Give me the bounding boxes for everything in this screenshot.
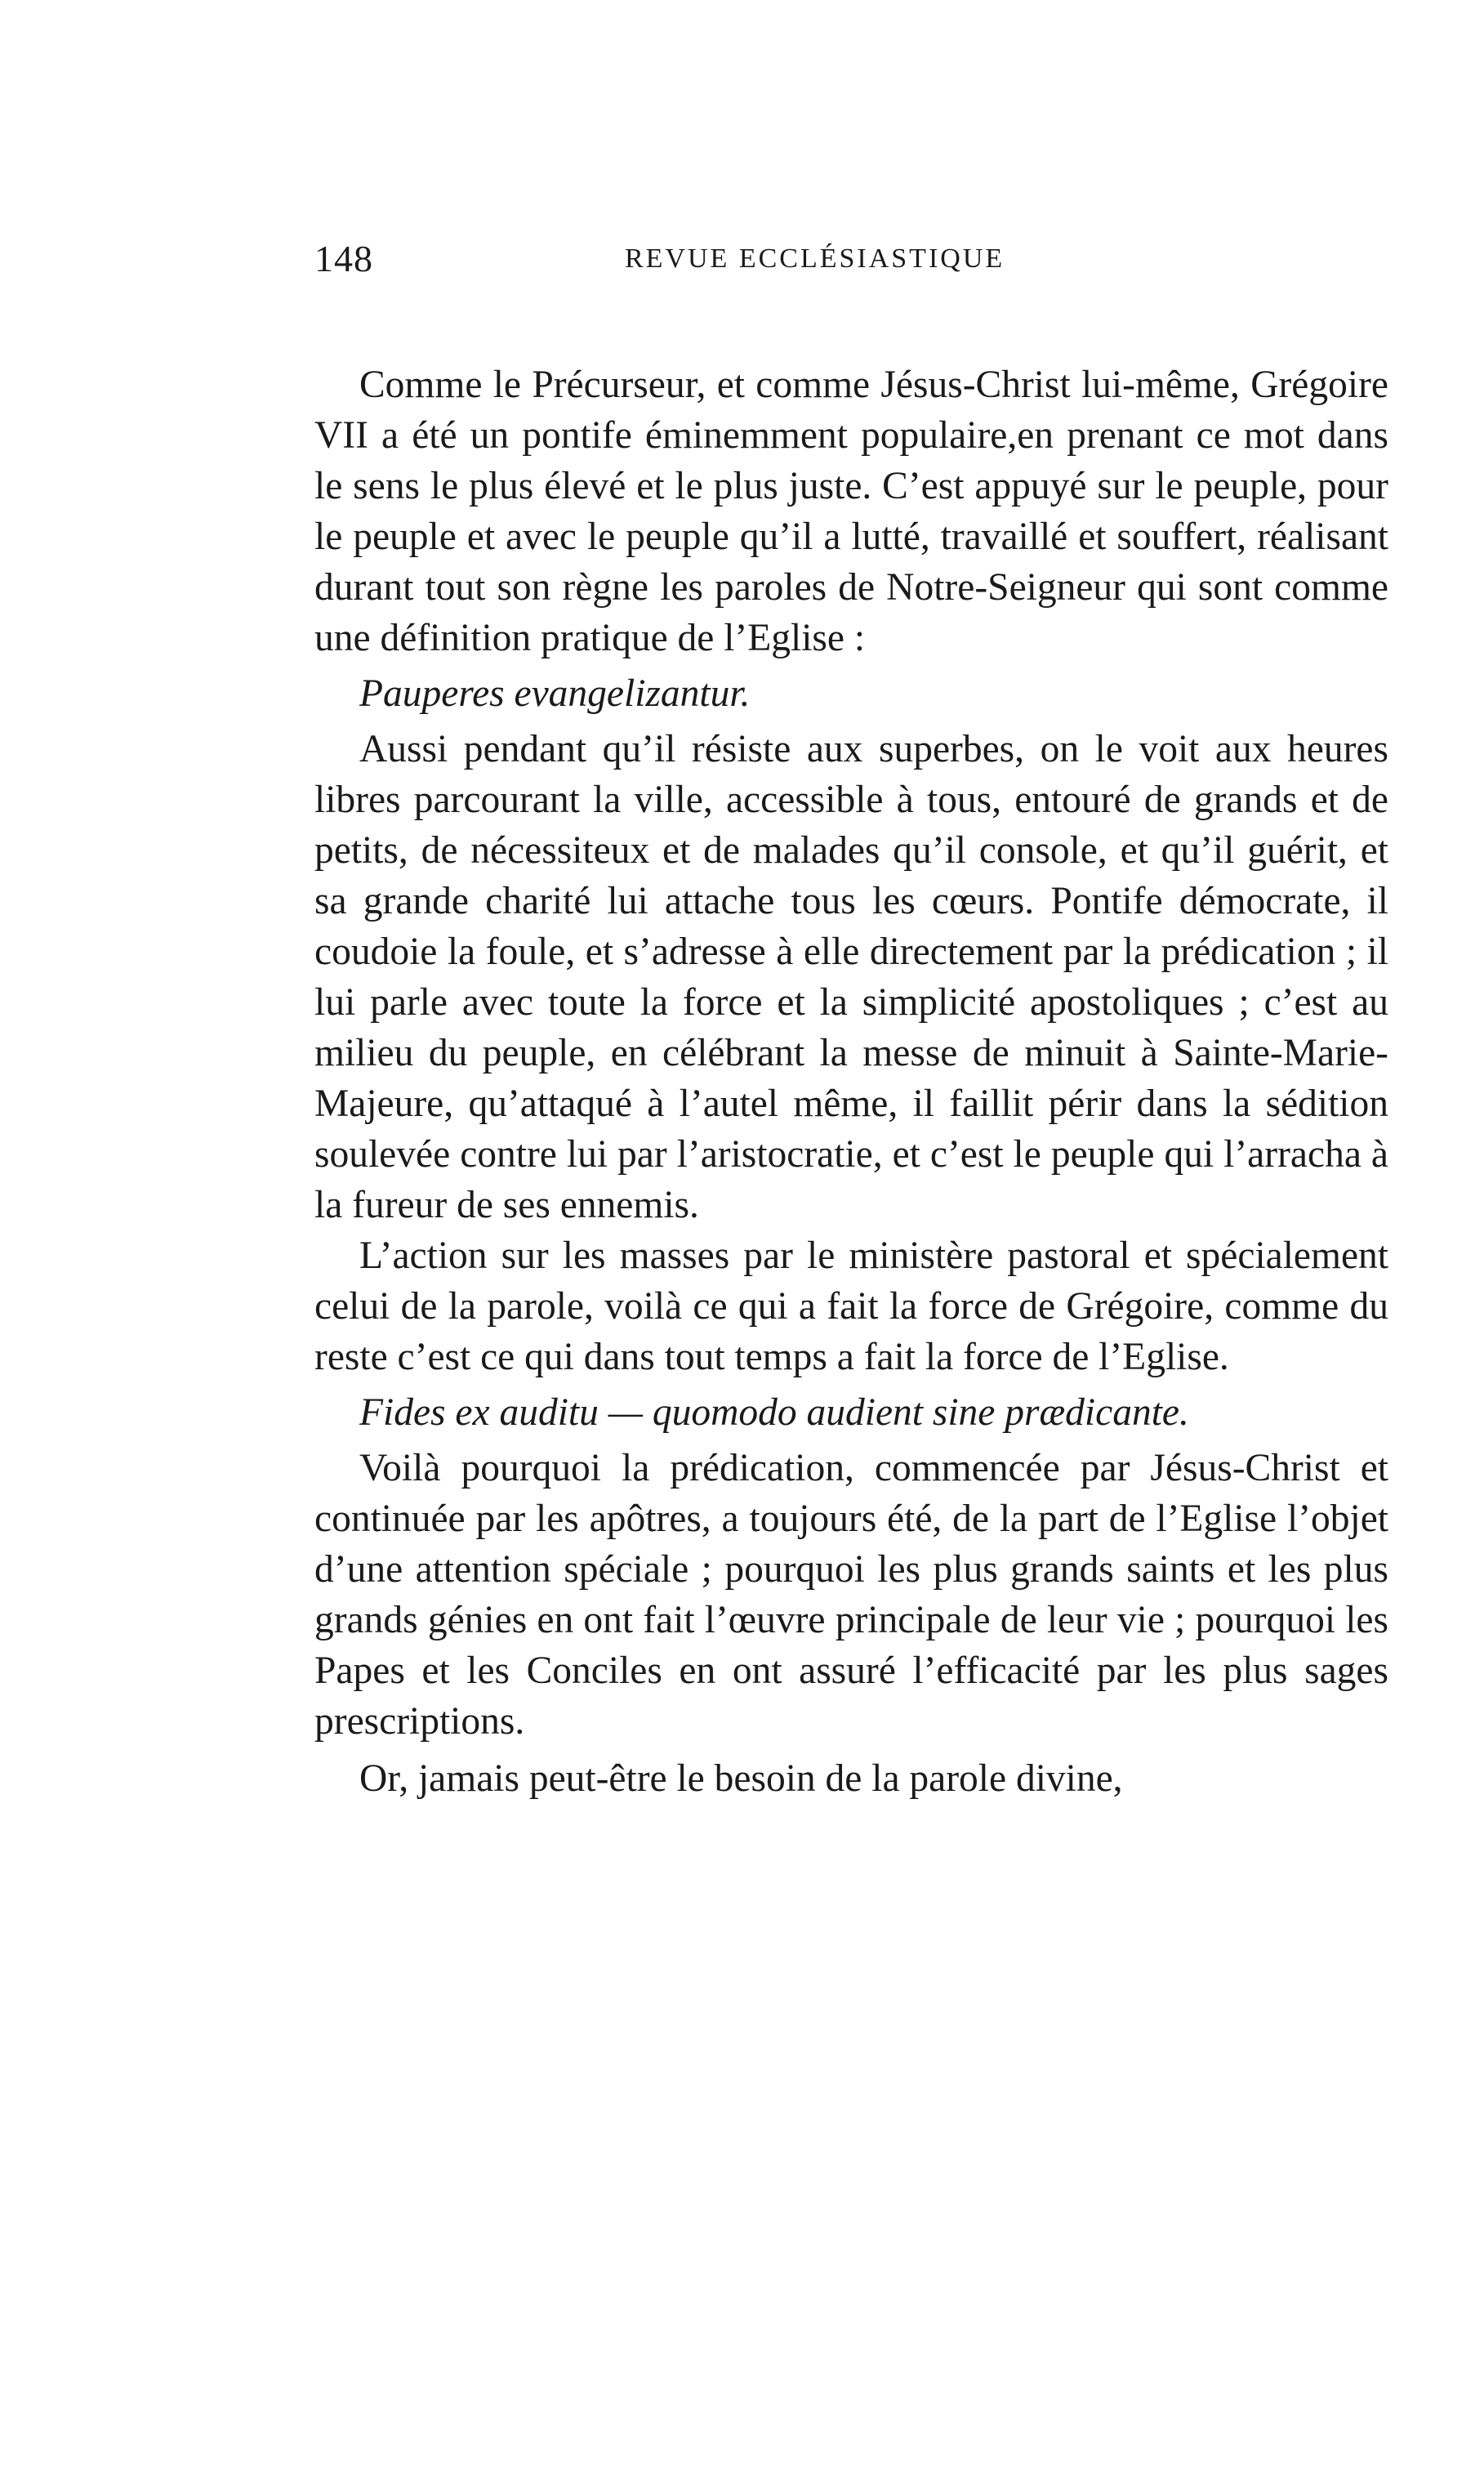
paragraph: Aussi pendant qu’il résiste aux superbes, on le voit aux heures libres parcourant la ville, accessible à tous, entouré de grands et de petits, de nécessiteux et de malades qu’il console, et qu’il guérit, et sa grande charité lui attache tous les cœurs. Pontife démocrate, il coudoie la foule, et s’adresse à elle directement par la prédication ; il lui parle avec toute la force et la simplicité apostoliques ; c’est au milieu du peuple, en célébrant la messe de minuit à Sainte-Marie-Majeure, qu’attaqué à l’autel même, il faillit périr dans la sédition soulevée contre lui par l’aristocratie, et c’est le peuple qui l’arracha à la fureur de ses ennemis.: [314, 728, 1388, 1226]
running-title: REVUE ECCLÉSIASTIQUE: [625, 243, 1005, 274]
body-text: [314, 359, 1388, 1804]
running-head: [314, 237, 1401, 286]
latin-quotation: Pauperes evangelizantur.: [359, 672, 751, 715]
paragraph: Or, jamais peut-être le besoin de la parole divine,: [359, 1757, 1123, 1800]
latin-quotation: Fides ex auditu — quomodo audient sine prædicante.: [359, 1391, 1189, 1434]
paragraph: L’action sur les masses par le ministère pastoral et spécialement celui de la parole, voilà ce qui a fait la force de Grégoire, comme du reste c’est ce qui dans tout temps a fait la force de l’Eglise.: [314, 1234, 1388, 1378]
paragraph: Voilà pourquoi la prédication, commencée par Jésus-Christ et continuée par les apôtres, a toujours été, de la part de l’Eglise l’objet d’une attention spéciale ; pourquoi les plus grands saints et les plus grands génies en ont fait l’œuvre principale de leur vie ; pourquoi les Papes et les Conciles en ont assuré l’efficacité par les plus sages prescriptions.: [314, 1447, 1388, 1743]
paragraph: Comme le Précurseur, et comme Jésus-Christ lui-même, Grégoire VII a été un pontife éminemment populaire,en prenant ce mot dans le sens le plus élevé et le plus juste. C’est appuyé sur le peuple, pour le peuple et avec le peuple qu’il a lutté, travaillé et souffert, réalisant durant tout son règne les paroles de Notre-Seigneur qui sont comme une définition pratique de l’Eglise :: [314, 364, 1388, 659]
page-number: 148: [314, 238, 373, 279]
